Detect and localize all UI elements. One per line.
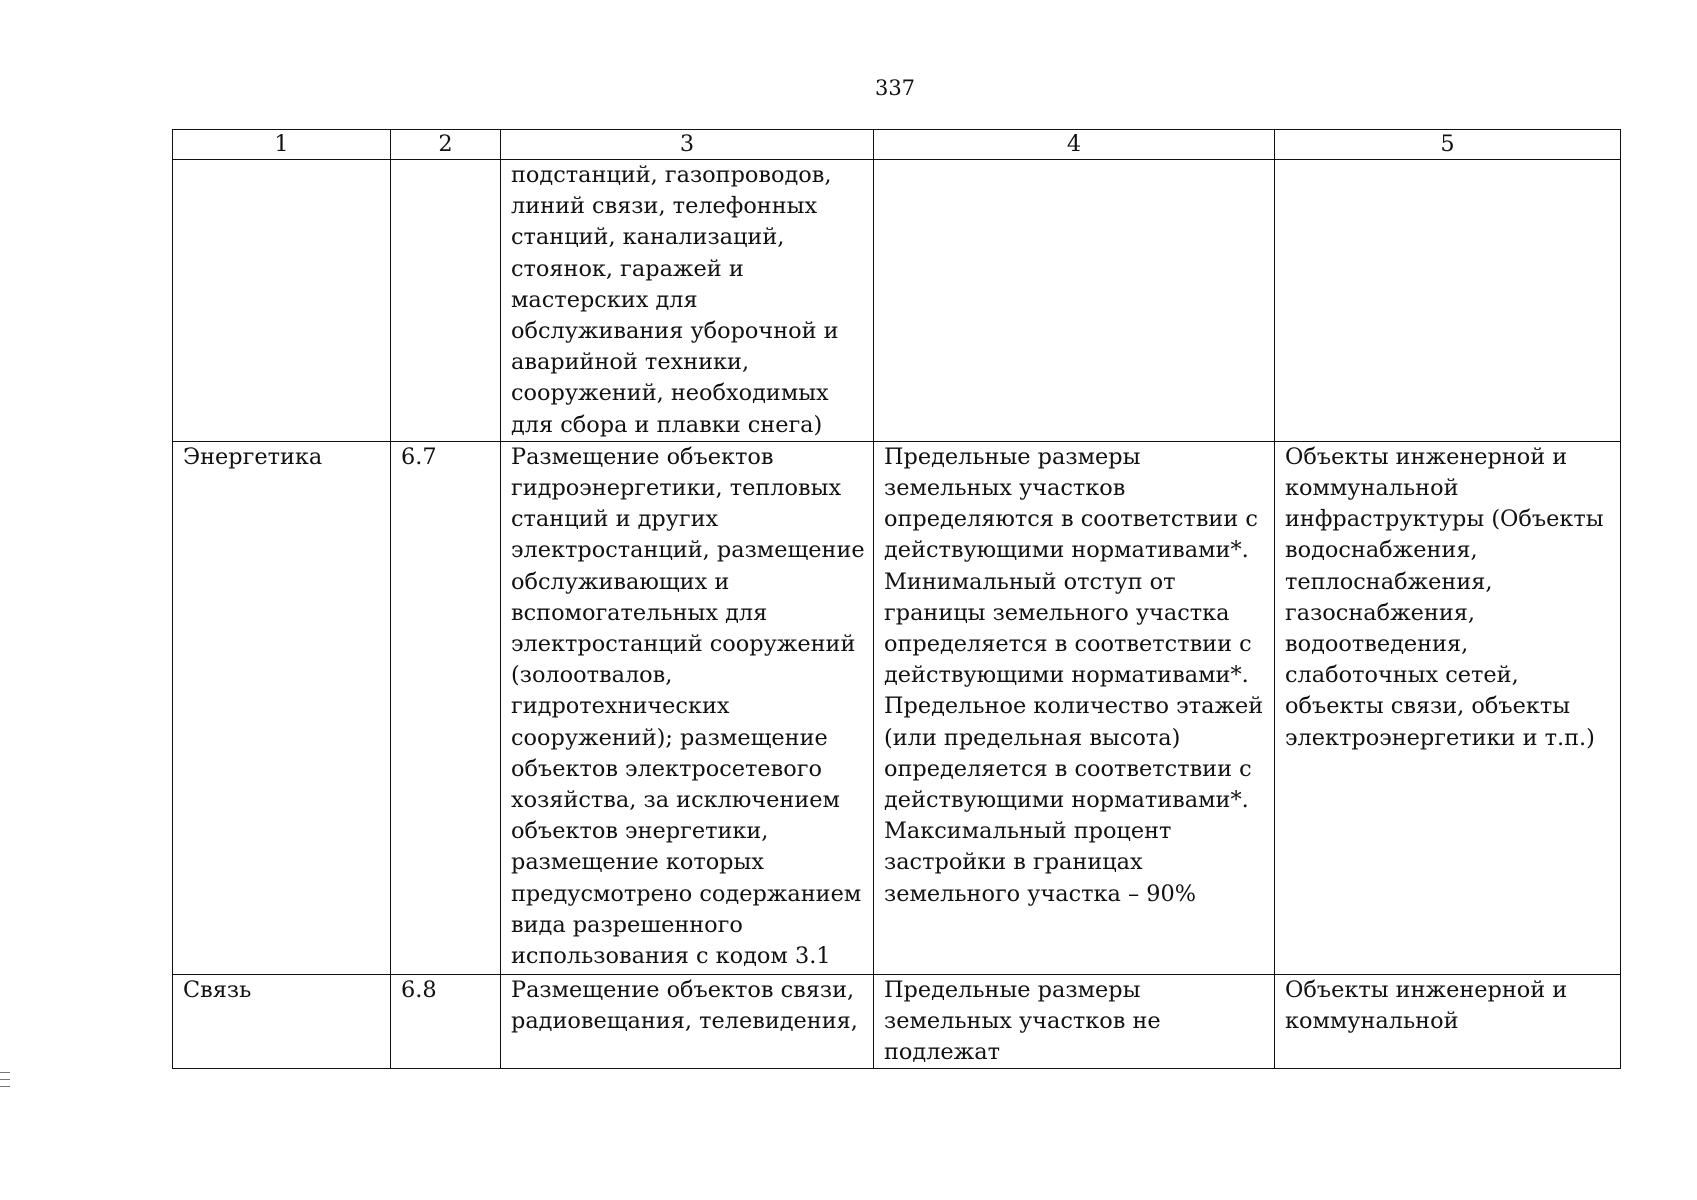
row-utilities-cell: Объекты инженерной и коммунальной [1275, 974, 1621, 1069]
page-number: 337 [874, 76, 916, 100]
row-code-cell: 6.8 [391, 974, 501, 1069]
column-header-5: 5 [1275, 130, 1621, 160]
table-row-svyaz [173, 974, 1621, 1069]
column-header-2: 2 [391, 130, 501, 160]
row-description-cell: Размещение объектов гидроэнергетики, тепловых станций и других электростанций, размещение обслуживающих и вспомогательных для электростанций сооружений (золоотвалов, гидротехнических сооружений); размещение объектов электросетевого хозяйства, за исключением объектов энергетики, размещение которых предусмотрено содержанием вида разрешенного использования с кодом 3.1 [501, 441, 874, 974]
table-header-row [173, 130, 1621, 160]
row-code-cell: 6.7 [391, 441, 501, 974]
row-description-cell: Размещение объектов связи, радиовещания, телевидения, [501, 974, 874, 1069]
row-name-cell [173, 160, 391, 442]
row-utilities-cell: Объекты инженерной и коммунальной инфраструктуры (Объекты водоснабжения, теплоснабжения, газоснабжения, водоотведения, слаботочных сетей, объекты связи, объекты электроэнергетики и т.п.) [1275, 441, 1621, 974]
table-row-energetika [173, 441, 1621, 974]
table-row-continuation [173, 160, 1621, 442]
column-header-3: 3 [501, 130, 874, 160]
column-header-4: 4 [874, 130, 1275, 160]
column-header-1: 1 [173, 130, 391, 160]
row-parameters-cell: Предельные размеры земельных участков не подлежат [874, 974, 1275, 1069]
row-description-cell: подстанций, газопроводов, линий связи, телефонных станций, канализаций, стоянок, гаражей и мастерских для обслуживания уборочной и аварийной техники, сооружений, необходимых для сбора и плавки снега) [501, 160, 874, 442]
row-code-cell [391, 160, 501, 442]
row-name-cell: Связь [173, 974, 391, 1069]
zoning-table [172, 129, 1621, 1069]
row-parameters-cell: Предельные размеры земельных участков определяются в соответствии с действующими нормативами*. Минимальный отступ от границы земельного участка определяется в соответствии с действующими нормативами*. Предельное количество этажей (или предельная высота) определяется в соответствии с действующими нормативами*. Максимальный процент застройки в границах земельного участка – 90% [874, 441, 1275, 974]
row-utilities-cell [1275, 160, 1621, 442]
row-parameters-cell [874, 160, 1275, 442]
row-name-cell: Энергетика [173, 441, 391, 974]
margin-scan-mark [0, 1072, 10, 1094]
